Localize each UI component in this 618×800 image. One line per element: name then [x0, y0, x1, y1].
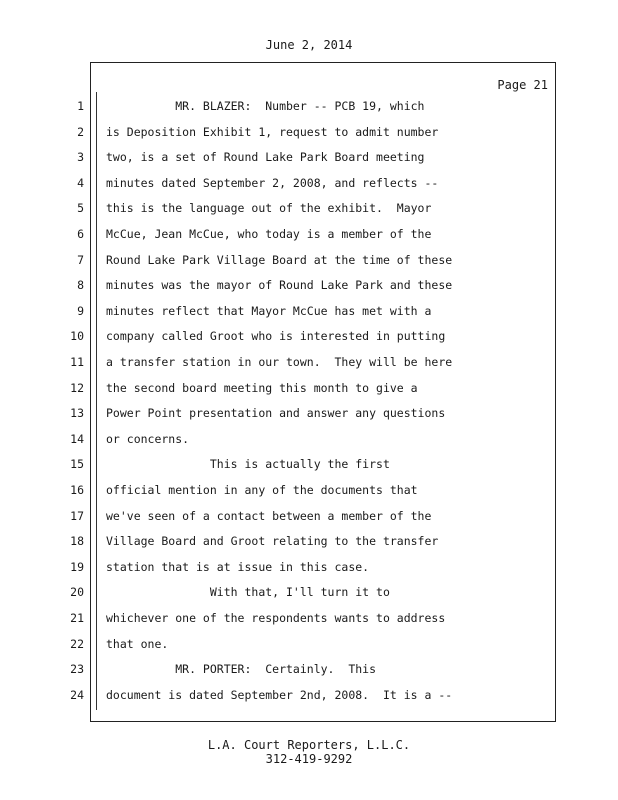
page-number-label: Page 21 [497, 78, 548, 92]
line-number: 12 [70, 380, 84, 395]
line-number: 7 [77, 252, 84, 267]
line-number: 8 [77, 278, 84, 293]
transcript-line-text: MR. BLAZER: Number -- PCB 19, which [106, 99, 425, 113]
transcript-line-text: the second board meeting this month to give a [106, 380, 418, 395]
transcript-line-text: With that, I'll turn it to [106, 585, 390, 600]
line-number: 10 [70, 329, 84, 344]
line-number: 23 [70, 662, 84, 677]
line-number: 13 [70, 406, 84, 421]
transcript-line-text: This is actually the first [106, 457, 390, 472]
line-number: 22 [70, 636, 84, 651]
line-number: 24 [70, 687, 84, 702]
transcript-line-text: that one. [106, 636, 169, 651]
transcript-line-text: whichever one of the respondents wants to address [106, 611, 446, 625]
transcript-line-text: Power Point presentation and answer any questions [106, 406, 446, 421]
line-number: 5 [77, 201, 84, 216]
transcript-line-text: this is the language out of the exhibit. Mayor [106, 201, 432, 216]
transcript-line-text: is Deposition Exhibit 1, request to admit number [106, 124, 439, 139]
line-number: 16 [70, 483, 84, 497]
line-number: 14 [70, 431, 84, 446]
line-number: 19 [70, 559, 84, 574]
line-number: 4 [77, 175, 84, 190]
transcript-line-text: minutes was the mayor of Round Lake Park and these [106, 278, 453, 293]
line-number: 9 [77, 303, 84, 318]
reporter-company: L.A. Court Reporters, L.L.C. [207, 738, 411, 752]
transcript-line-text: company called Groot who is interested in putting [106, 329, 446, 344]
line-number: 1 [77, 99, 84, 113]
transcript-line-text: minutes reflect that Mayor McCue has met with a [106, 303, 432, 318]
line-number: 15 [70, 457, 84, 472]
transcript-line-text: minutes dated September 2, 2008, and reflects -- [106, 175, 439, 190]
transcript-line-text: official mention in any of the documents that [106, 483, 418, 497]
transcript-line-text: document is dated September 2nd, 2008. It is a -- [106, 687, 453, 702]
transcript-line-text: station that is at issue in this case. [106, 559, 370, 574]
transcript-date: June 2, 2014 [265, 38, 353, 52]
line-number-divider [96, 92, 97, 710]
transcript-line-text: Village Board and Groot relating to the transfer [106, 534, 439, 549]
line-number: 17 [70, 508, 84, 523]
line-number: 20 [70, 585, 84, 600]
line-number: 11 [70, 355, 84, 369]
transcript-line-text: McCue, Jean McCue, who today is a member of the [106, 227, 432, 241]
transcript-line-text: a transfer station in our town. They will be here [106, 355, 453, 369]
line-number: 21 [70, 611, 84, 625]
transcript-line-text: two, is a set of Round Lake Park Board meeting [106, 150, 425, 165]
line-number: 3 [77, 150, 84, 165]
transcript-line-text: or concerns. [106, 431, 190, 446]
transcript-line-text: Round Lake Park Village Board at the time of these [106, 252, 453, 267]
transcript-line-text: we've seen of a contact between a member of the [106, 508, 432, 523]
reporter-phone: 312-419-9292 [265, 752, 353, 766]
transcript-line-text: MR. PORTER: Certainly. This [106, 662, 377, 677]
line-number: 6 [77, 227, 84, 241]
line-number: 2 [77, 124, 84, 139]
line-number: 18 [70, 534, 84, 549]
